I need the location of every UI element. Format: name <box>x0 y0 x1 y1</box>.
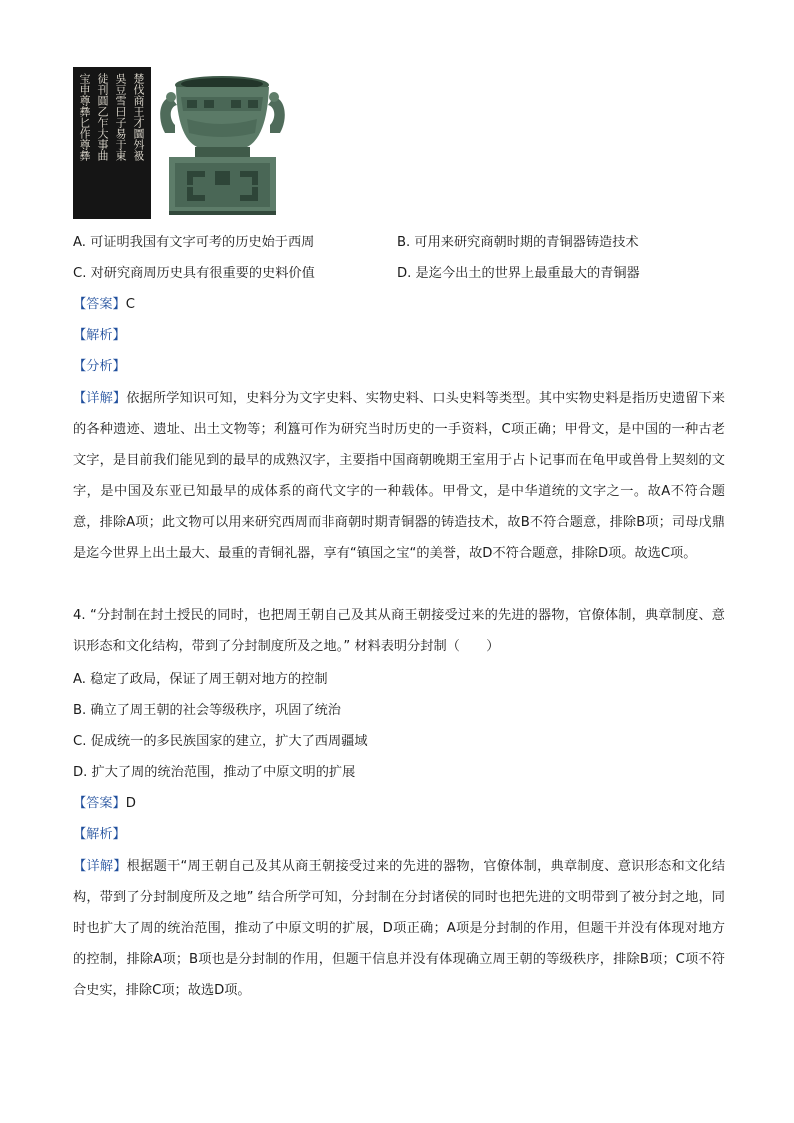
detail-text: 根据题干“周王朝自己及其从商王朝接受过来的先进的器物，官僚体制，典章制度、意识形态和文化结构，带到了分封制度所及之地” 结合所学可知，分封制在分封诸侯的同时也把先进的文明带到了被分封之地，同时也扩大了周的统治范围，推动了中原文明的扩展，D项正确；A项是分封制的作用，但题干并没有体现对地方的控制，排除A项；B项也是分封制的作用，但题干信息并没有体现确立周王朝的等级秩序，排除B项；C项不符合史实，排除C项；故选D项。 <box>73 859 726 998</box>
detail-tag: 【详解】 <box>73 859 127 874</box>
q3-answer <box>73 295 135 315</box>
q3-analysis-tag: 【解析】 <box>73 328 126 343</box>
answer-tag: 【答案】 <box>73 796 126 811</box>
detail-text: 依据所学知识可知，史料分为文字史料、实物史料、口头史料等类型。其中实物史料是指历史遗留下来的各种遗迹、遗址、出土文物等；利簋可作为研究当时历史的一手资料，C项正确；甲骨文，是中国的一种古老文字，是目前我们能见到的最早的成熟汉字，主要指中国商朝晚期王室用于占卜记事而在龟甲或兽骨上契刻的文字，是中国及东亚已知最早的成体系的商代文字的一种载体。甲骨文，是中华道统的文字之一。故A不符合题意，排除A项；此文物可以用来研究西周而非商朝时期青铜器的铸造技术，故B不符合题意，排除B项；司母戊鼎是迄今世界上出土最大、最重的青铜礼器，享有“镇国之宝“的美誉，故D不符合题意，排除D项。故选C项。 <box>73 391 725 561</box>
q3-option-b: B. 可用来研究商朝时期的青铜器铸造技术 <box>397 235 639 250</box>
q4-analysis-tag: 【解析】 <box>73 827 126 842</box>
answer-tag: 【答案】 <box>73 297 126 312</box>
q3-detail-paragraph <box>73 383 725 569</box>
answer-value: D <box>125 796 136 811</box>
rubbing-column: 宝申尊彝匕作尊彝 <box>78 73 91 161</box>
q3-option-d: D. 是迄今出土的世界上最重最大的青铜器 <box>397 266 640 281</box>
rubbing-column: 徒刊圓乙乍大事曲 <box>96 73 109 161</box>
q4-option-d: D. 扩大了周的统治范围，推动了中原文明的扩展 <box>73 765 356 780</box>
q4-option-c: C. 促成统一的多民族国家的建立，扩大了西周疆域 <box>73 734 368 749</box>
q4-detail-paragraph <box>73 851 725 1006</box>
q4-option-b: B. 确立了周王朝的社会等级秩序，巩固了统治 <box>73 703 341 718</box>
artifact-figure <box>73 67 288 219</box>
q3-option-c: C. 对研究商周历史具有很重要的史料价值 <box>73 266 315 281</box>
q4-stem: 4. “分封制在封土授民的同时，也把周王朝自己及其从商王朝接受过来的先进的器物，官僚体制，典章制度、意识形态和文化结构，带到了分封制度所及之地。” 材料表明分封制（ ） <box>73 608 725 654</box>
detail-tag: 【详解】 <box>73 391 127 406</box>
q3-option-a: A. 可证明我国有文字可考的历史始于西周 <box>73 235 315 250</box>
inscription-rubbing-image <box>73 67 151 219</box>
bronze-gui-vessel-image <box>157 67 288 219</box>
rubbing-column: 吳豆雪曰子易于東 <box>114 73 127 161</box>
rubbing-column: 楚伐商王才圜斘衱 <box>132 73 145 161</box>
q4-option-a: A. 稳定了政局，保证了周王朝对地方的控制 <box>73 672 328 687</box>
answer-value: C <box>125 297 135 312</box>
q4-answer <box>73 794 136 814</box>
q3-fenxi-tag: 【分析】 <box>73 359 126 374</box>
